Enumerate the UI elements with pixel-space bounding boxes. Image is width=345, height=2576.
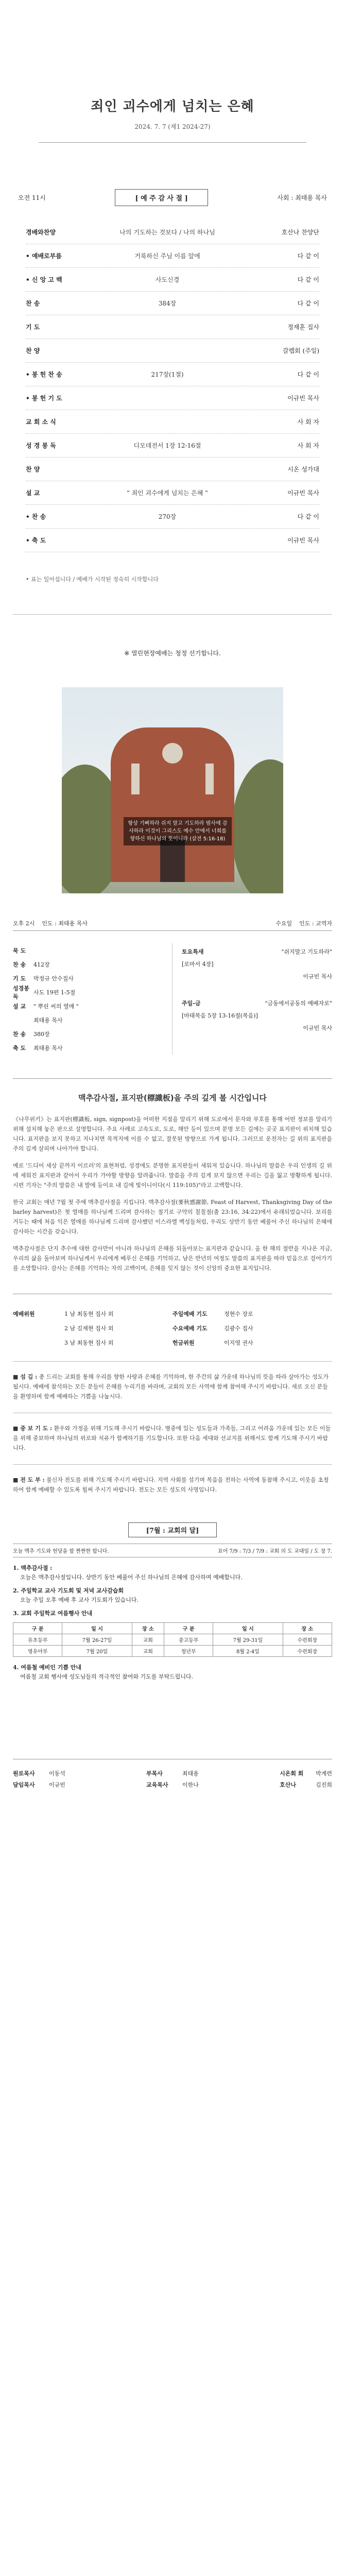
footer-name: 이규빈 <box>49 1782 65 1788</box>
afternoon-leader: 인도 : 최태용 목사 <box>42 920 88 927</box>
bulletin-header <box>0 0 345 143</box>
order-item-label: • 신 앙 고 백 <box>26 276 62 283</box>
order-item-person: 갈렙회 (주일) <box>282 347 319 354</box>
server-name: 3 남 최동현 집사 외 <box>64 1340 114 1346</box>
news-item-detail: 오늘은 맥추감사절입니다. 상반기 동안 베풀어 주신 하나님의 은혜에 감사하며 예배합니다. <box>20 1574 243 1581</box>
note-block <box>13 1464 332 1495</box>
weekday-services <box>173 943 332 1055</box>
news-title: [7월 : 교회의 달] <box>128 1522 217 1537</box>
column-paragraph: 맥추감사절은 단지 추수에 대한 감사만이 아니라 하나님의 은혜를 되돌아보는 표지판과 같습니다. 올 한 해의 절반을 지나온 지금, 우리의 삶을 돌아보며 하나님께서 우리에게 베푸신 은혜를 기억하고, 남은 반년의 여정도 말씀의 표지판을 따라 믿음으로 걸어가기를 소망합니다. 감사는 은혜를 기억하는 자의 고백이며, 은혜를 잊지 않는 것이 신앙의 중요한 표지입니다. <box>13 1245 332 1272</box>
afternoon-item-value: 380장 <box>33 1030 50 1038</box>
order-row <box>26 363 319 386</box>
news-item-detail: 여름철 교회 행사에 성도님들의 적극적인 참여와 기도를 부탁드립니다. <box>20 1673 194 1680</box>
order-item-label: • 찬 송 <box>26 513 46 520</box>
server-name: 정현수 장로 <box>224 1311 253 1317</box>
order-item-person: 다 같 이 <box>297 300 319 307</box>
weekday-service-name: 주일-금 <box>182 1000 201 1007</box>
order-item-label: • 예배로부름 <box>26 252 62 260</box>
order-row <box>26 268 319 292</box>
news-item-heading: 4. 여름철 예비인 기쁨 안내 <box>13 1664 82 1671</box>
schedule-cell: 교회 <box>132 1634 164 1646</box>
worship-title: [ 예 주 감 사 절 ] <box>115 189 208 206</box>
weekday-leader: 인도 : 교역자 <box>299 920 332 927</box>
afternoon-item-value: " 뿌린 씨의 열매 " <box>33 1003 79 1010</box>
order-item-detail: 사도신경 <box>155 276 180 283</box>
footer-row <box>146 1779 199 1790</box>
order-item-detail: 나의 기도하는 것보다 / 나의 하나님 <box>119 229 215 236</box>
worship-note: • 표는 일어섭니다 / 예배가 시작된 정숙히 시작합니다 <box>26 576 159 583</box>
church-photo <box>62 687 283 893</box>
sermon-column <box>13 1078 332 1273</box>
news-items <box>13 1564 332 1682</box>
order-item-detail: 384장 <box>158 300 177 307</box>
footer-role: 교육목사 <box>146 1782 168 1788</box>
photo-overlay-text: 항상 기뻐하라 쉬지 말고 기도하라 범사에 감사하라 이것이 그리스도 예수 안에서 너희를 향하신 하나님의 뜻이니라 (살전 5:16-18) <box>124 817 232 845</box>
schedule-cell: 7월 26-27일 <box>62 1634 132 1646</box>
footer-role: 담임목사 <box>13 1782 35 1788</box>
order-item-person: 다 같 이 <box>297 276 319 283</box>
afternoon-item-label: 묵 도 <box>13 947 26 954</box>
schedule-cell: 7월 20일 <box>62 1646 132 1657</box>
footer-role: 시온회 회 <box>280 1770 304 1777</box>
summer-schedule-table <box>13 1622 332 1657</box>
schedule-cell: 수련회장 <box>283 1634 332 1646</box>
footer-row <box>13 1768 65 1779</box>
footer-role: 호산나 <box>280 1782 296 1788</box>
schedule-header-cell: 일 시 <box>213 1623 283 1634</box>
weekday-service-title: "쉬지말고 기도하라" <box>281 948 332 955</box>
footer-role: 원로목사 <box>13 1770 35 1777</box>
order-item-person: 호산나 찬양단 <box>281 229 319 236</box>
schedule-cell: 청년부 <box>164 1646 213 1657</box>
order-item-person: 정재훈 집사 <box>287 324 319 331</box>
schedule-header-cell: 구 분 <box>13 1623 62 1634</box>
afternoon-row <box>13 1027 165 1041</box>
server-role: 주일예배 기도 <box>173 1311 208 1317</box>
column-paragraph: 한국 교회는 매년 7월 첫 주에 맥추감사절을 지킵니다. 맥추감사절(麥秋感謝節, Feast of Harvest, Thanksgiving Day of the barley harvest)은 첫 열매를 하나님께 드리며 감사하는 절기로 구약의 칠칠절(출 23:16, 34:22)에서 유래되었습니다. 보리를 거두는 때에 처음 익은 열매를 하나님께 드리며 감사했던 이스라엘 백성들처럼, 우리도 상반기 동안 베풀어 주신 하나님의 은혜에 감사하는 시간을 갖습니다. <box>13 1199 332 1235</box>
column-paragraph: 《나무위키》는 표지판(標識板, sign, signpost)을 어떠한 지점을 알리기 위해 도로에서 문자와 부호를 통해 어떤 정보를 알리기 위해 설치해 놓은 판으로 설명합니다. 주요 사례로 고속도로, 도로, 해안 등이 있으며 분명 모든 길에는 곳곳 표지판이 위치해 있습니다. 표지판을 보지 못하고 지나치면 목적지에 이를 수 없고, 잘못된 방향으로 가게 됩니다. 그러므로 운전자는 길 위의 표지판을 주의 깊게 살피며 나아가야 합니다. <box>13 1116 332 1152</box>
order-item-label: 찬 양 <box>26 466 40 473</box>
order-item-label: 찬 양 <box>26 347 40 354</box>
sermon-main-title: 죄인 괴수에게 넘치는 은혜 <box>91 99 254 114</box>
note-text: 불신자 전도를 위해 기도해 주시기 바랍니다. 지역 사회를 섬기며 복음을 전하는 사역에 동참해 주시고, 이웃을 초청하여 함께 예배할 수 있도록 힘써 주시기 바랍니다. 전도는 모든 성도의 사명입니다. <box>13 1477 329 1493</box>
photo-caption: ※ 열린현장예배는 청정 선기합니다. <box>124 650 221 657</box>
server-role: 예배위원 <box>13 1311 35 1317</box>
schedule-row <box>13 1634 332 1646</box>
afternoon-item-label: 기 도 <box>13 975 26 982</box>
weekday-label: 수요일 <box>275 920 292 927</box>
order-row <box>26 244 319 268</box>
afternoon-item-label: 찬 송 <box>13 961 26 968</box>
afternoon-item-label: 찬 송 <box>13 1030 26 1038</box>
footer-row <box>146 1768 199 1779</box>
footer-name: 최태용 <box>182 1770 199 1777</box>
order-item-detail: 거룩하신 주님 이름 앞에 <box>134 252 200 260</box>
order-item-person: 시온 성가대 <box>287 466 319 473</box>
order-row <box>26 529 319 552</box>
note-text: 환우와 가정을 위해 기도해 주시기 바랍니다. 병중에 있는 성도들과 가족들, 그리고 어려움 가운데 있는 모든 이들을 위해 중보하며 하나님의 위로와 치유가 함께하기를 기도합니다. 또한 다음 세대와 선교지를 위해서도 함께 기도해 주시기 바랍니다. <box>13 1425 331 1451</box>
news-sub-right: 표어 7/9 : 7/3 / 7/9 : 교회 의 도 교대일 / 도 장 7. <box>217 1549 332 1554</box>
weekday-service <box>182 999 332 1032</box>
server-row <box>173 1321 332 1335</box>
weekday-service-name: 토요특새 <box>182 948 204 955</box>
note-heading: ■ 전 도 부 : <box>13 1477 45 1483</box>
afternoon-item-value: 412장 <box>33 961 50 968</box>
order-row <box>26 386 319 410</box>
schedule-cell: 수련회장 <box>283 1646 332 1657</box>
order-row <box>26 339 319 363</box>
tree-right <box>232 759 283 893</box>
divider <box>13 614 332 615</box>
weekday-service-preacher: 이규빈 목사 <box>303 973 332 980</box>
schedule-row <box>13 1646 332 1657</box>
order-item-person: 이규빈 목사 <box>287 395 319 402</box>
afternoon-item-value: 최태용 목사 <box>33 1016 63 1024</box>
schedule-cell: 유초등부 <box>13 1634 62 1646</box>
column-paragraph: 예로 '드디어 세상 끝까지 이르러'의 표현처럼, 성경에도 분명한 표지판들이 세워져 있습니다. 하나님의 말씀은 우리 인생의 길 위에 세워진 표지판과 같아서 우리가 가야할 방향을 알려줍니다. 말씀을 주의 깊게 보지 않으면 우리는 길을 잃고 방황하게 됩니다. 시편 기자는 "주의 말씀은 내 발에 등이요 내 길에 빛이니이다(시 119:105)"라고 고백합니다. <box>13 1162 332 1189</box>
schedule-cell: 교회 <box>132 1646 164 1657</box>
footer-left <box>13 1768 65 1790</box>
weekday-service <box>182 947 332 980</box>
server-row <box>173 1335 332 1350</box>
order-row <box>26 505 319 529</box>
schedule-header-cell: 구 분 <box>164 1623 213 1634</box>
schedule-header-cell: 장 소 <box>283 1623 332 1634</box>
worship-header <box>18 189 327 206</box>
afternoon-row <box>13 1041 165 1055</box>
schedule-cell: 중고등부 <box>164 1634 213 1646</box>
footer-mid <box>146 1768 199 1790</box>
order-item-label: • 봉 헌 찬 송 <box>26 371 62 378</box>
news-item <box>13 1564 332 1582</box>
note-block <box>13 1361 332 1401</box>
worship-time: 오전 11시 <box>18 194 46 201</box>
server-role: 헌금위원 <box>173 1340 195 1346</box>
news-item <box>13 1663 332 1682</box>
schedule-cell: 영유아부 <box>13 1646 62 1657</box>
order-row <box>26 221 319 244</box>
order-item-label: 기 도 <box>26 324 40 331</box>
server-role: 수요예배 기도 <box>173 1325 208 1332</box>
weekday-service-preacher: 이규빈 목사 <box>303 1025 332 1031</box>
worship-leader: 사회 : 최태용 목사 <box>277 194 327 201</box>
order-item-label: 교 회 소 식 <box>26 418 56 426</box>
notes-section <box>0 1361 345 1495</box>
footer-name: 박계련 <box>316 1770 332 1777</box>
order-row <box>26 434 319 457</box>
footer-name: 이한나 <box>182 1782 199 1788</box>
server-row <box>13 1307 173 1321</box>
order-item-label: 경배와찬양 <box>26 229 56 236</box>
order-row <box>26 457 319 481</box>
schedule-cell: 8월 2-4일 <box>213 1646 283 1657</box>
news-item <box>13 1609 332 1618</box>
order-item-person: 다 같 이 <box>297 252 319 260</box>
schedule-header-cell: 일 시 <box>62 1623 132 1634</box>
order-item-person: 사 회 자 <box>297 418 319 426</box>
note-block <box>13 1413 332 1453</box>
footer-row <box>13 1779 65 1790</box>
order-item-label: 성 경 봉 독 <box>26 442 56 449</box>
server-name: 2 남 김재현 집사 외 <box>64 1325 114 1332</box>
worship-order <box>26 221 319 552</box>
column-title: 맥추감사절, 표지판(標識板)을 주의 깊게 볼 시간입니다 <box>78 1093 267 1103</box>
afternoon-time: 오후 2시 <box>13 920 35 927</box>
servers-left <box>13 1307 173 1350</box>
weekday-service-line <box>182 999 332 1007</box>
order-item-detail: 디모데전서 1장 12-16절 <box>133 442 201 449</box>
note-heading: ■ 중 보 기 도 : <box>13 1425 53 1432</box>
window <box>205 764 214 794</box>
order-item-detail: 270장 <box>158 513 177 520</box>
column-body <box>13 1114 332 1273</box>
server-name: 김광수 집사 <box>224 1325 253 1332</box>
church-news <box>13 1522 332 1682</box>
second-services-header <box>13 919 332 931</box>
server-row <box>173 1307 332 1321</box>
schedule-header-row <box>13 1623 332 1634</box>
weekday-service-line <box>182 947 332 956</box>
order-item-label: • 축 도 <box>26 537 46 544</box>
news-item-detail: 오늘 주일 오후 예배 후 교사 기도회가 있습니다. <box>20 1597 139 1603</box>
weekday-service-title: "금동에서공동의 예배자로" <box>265 1000 332 1007</box>
afternoon-row <box>13 1013 165 1027</box>
weekday-service-line <box>182 1024 332 1032</box>
note-text: 총 드리는 교회를 통해 우리를 향한 사랑과 은혜를 기억하며, 한 주간의 삶 가운데 하나님의 뜻을 따라 살아가는 성도가 됩시다. 예배에 참석하는 모든 분들이 은혜를 누리기를 바라며, 교회의 모든 사역에 함께 참여해 주시기 바랍니다. 새로 오신 분들을 환영하며 함께 예배하는 기쁨을 나눕시다. <box>13 1374 329 1400</box>
order-item-detail: " 죄인 괴수에게 넘치는 은혜 " <box>127 489 208 497</box>
schedule-header-cell: 장 소 <box>132 1623 164 1634</box>
weekday-service-line <box>182 960 332 968</box>
afternoon-row <box>13 971 165 985</box>
order-item-label: 설 교 <box>26 489 40 497</box>
afternoon-row <box>13 999 165 1013</box>
afternoon-item-label: 설 교 <box>13 1003 26 1010</box>
servers-right <box>173 1307 332 1350</box>
bulletin-footer <box>13 1759 332 1790</box>
bulletin-date: 2024. 7. 7 (제1 2024-27) <box>134 123 211 130</box>
footer-role: 부목사 <box>146 1770 163 1777</box>
afternoon-row <box>13 957 165 971</box>
second-services <box>13 943 332 1055</box>
footer-row <box>280 1768 332 1779</box>
order-item-person: 다 같 이 <box>297 513 319 520</box>
news-item-heading: 1. 맥추감사절 : <box>13 1565 53 1571</box>
weekday-service-ref: [로마서 4장] <box>182 961 214 968</box>
footer-right <box>280 1768 332 1790</box>
afternoon-item-label: 성경봉독 <box>13 985 29 1000</box>
afternoon-row <box>13 985 165 999</box>
news-subheader <box>13 1544 332 1557</box>
order-item-detail: 217장(1절) <box>151 371 184 378</box>
order-item-label: • 봉 헌 기 도 <box>26 395 62 402</box>
news-item <box>13 1586 332 1605</box>
schedule-cell: 7월 29-31일 <box>213 1634 283 1646</box>
afternoon-item-value: 사도 19편 1-5절 <box>33 989 76 996</box>
church-building <box>111 727 234 882</box>
order-row <box>26 315 319 339</box>
server-row <box>13 1321 173 1335</box>
order-item-person: 이규빈 목사 <box>287 537 319 544</box>
order-item-label: 찬 송 <box>26 300 40 307</box>
footer-name: 이동석 <box>49 1770 65 1777</box>
footer-name: 김진희 <box>316 1782 332 1788</box>
round-window <box>162 743 183 764</box>
order-item-person: 사 회 자 <box>297 442 319 449</box>
weekday-service-line <box>182 1011 332 1020</box>
server-name: 1 남 최동현 집사 외 <box>64 1311 114 1317</box>
header-rule <box>39 142 306 143</box>
news-item-heading: 3. 교회 주일학교 여름행사 안내 <box>13 1610 93 1617</box>
afternoon-item-value: 최태용 목사 <box>33 1044 63 1052</box>
server-row <box>13 1335 173 1350</box>
order-item-person: 다 같 이 <box>297 371 319 378</box>
servers-section <box>13 1294 332 1350</box>
news-sub-left: 오늘 맥추 기도와 헌당을 할 짠짠한 합니다. <box>13 1549 109 1554</box>
order-row <box>26 410 319 434</box>
order-item-person: 이규빈 목사 <box>287 489 319 497</box>
server-name: 이지영 권사 <box>224 1340 253 1346</box>
note-heading: ■ 섬 김 : <box>13 1374 38 1380</box>
news-item-heading: 2. 주일학교 교사 기도회 및 저녁 교사감습회 <box>13 1587 124 1594</box>
afternoon-item-label: 축 도 <box>13 1044 26 1052</box>
afternoon-order <box>13 943 173 1055</box>
weekday-service-ref: [마태복음 5장 13-16절(복음)] <box>182 1012 258 1019</box>
weekday-service-line <box>182 972 332 980</box>
afternoon-item-value: 박정규 안수집사 <box>33 975 74 982</box>
order-row <box>26 292 319 315</box>
afternoon-row <box>13 943 165 957</box>
order-row <box>26 481 319 505</box>
footer-row <box>280 1779 332 1790</box>
window <box>131 764 140 794</box>
